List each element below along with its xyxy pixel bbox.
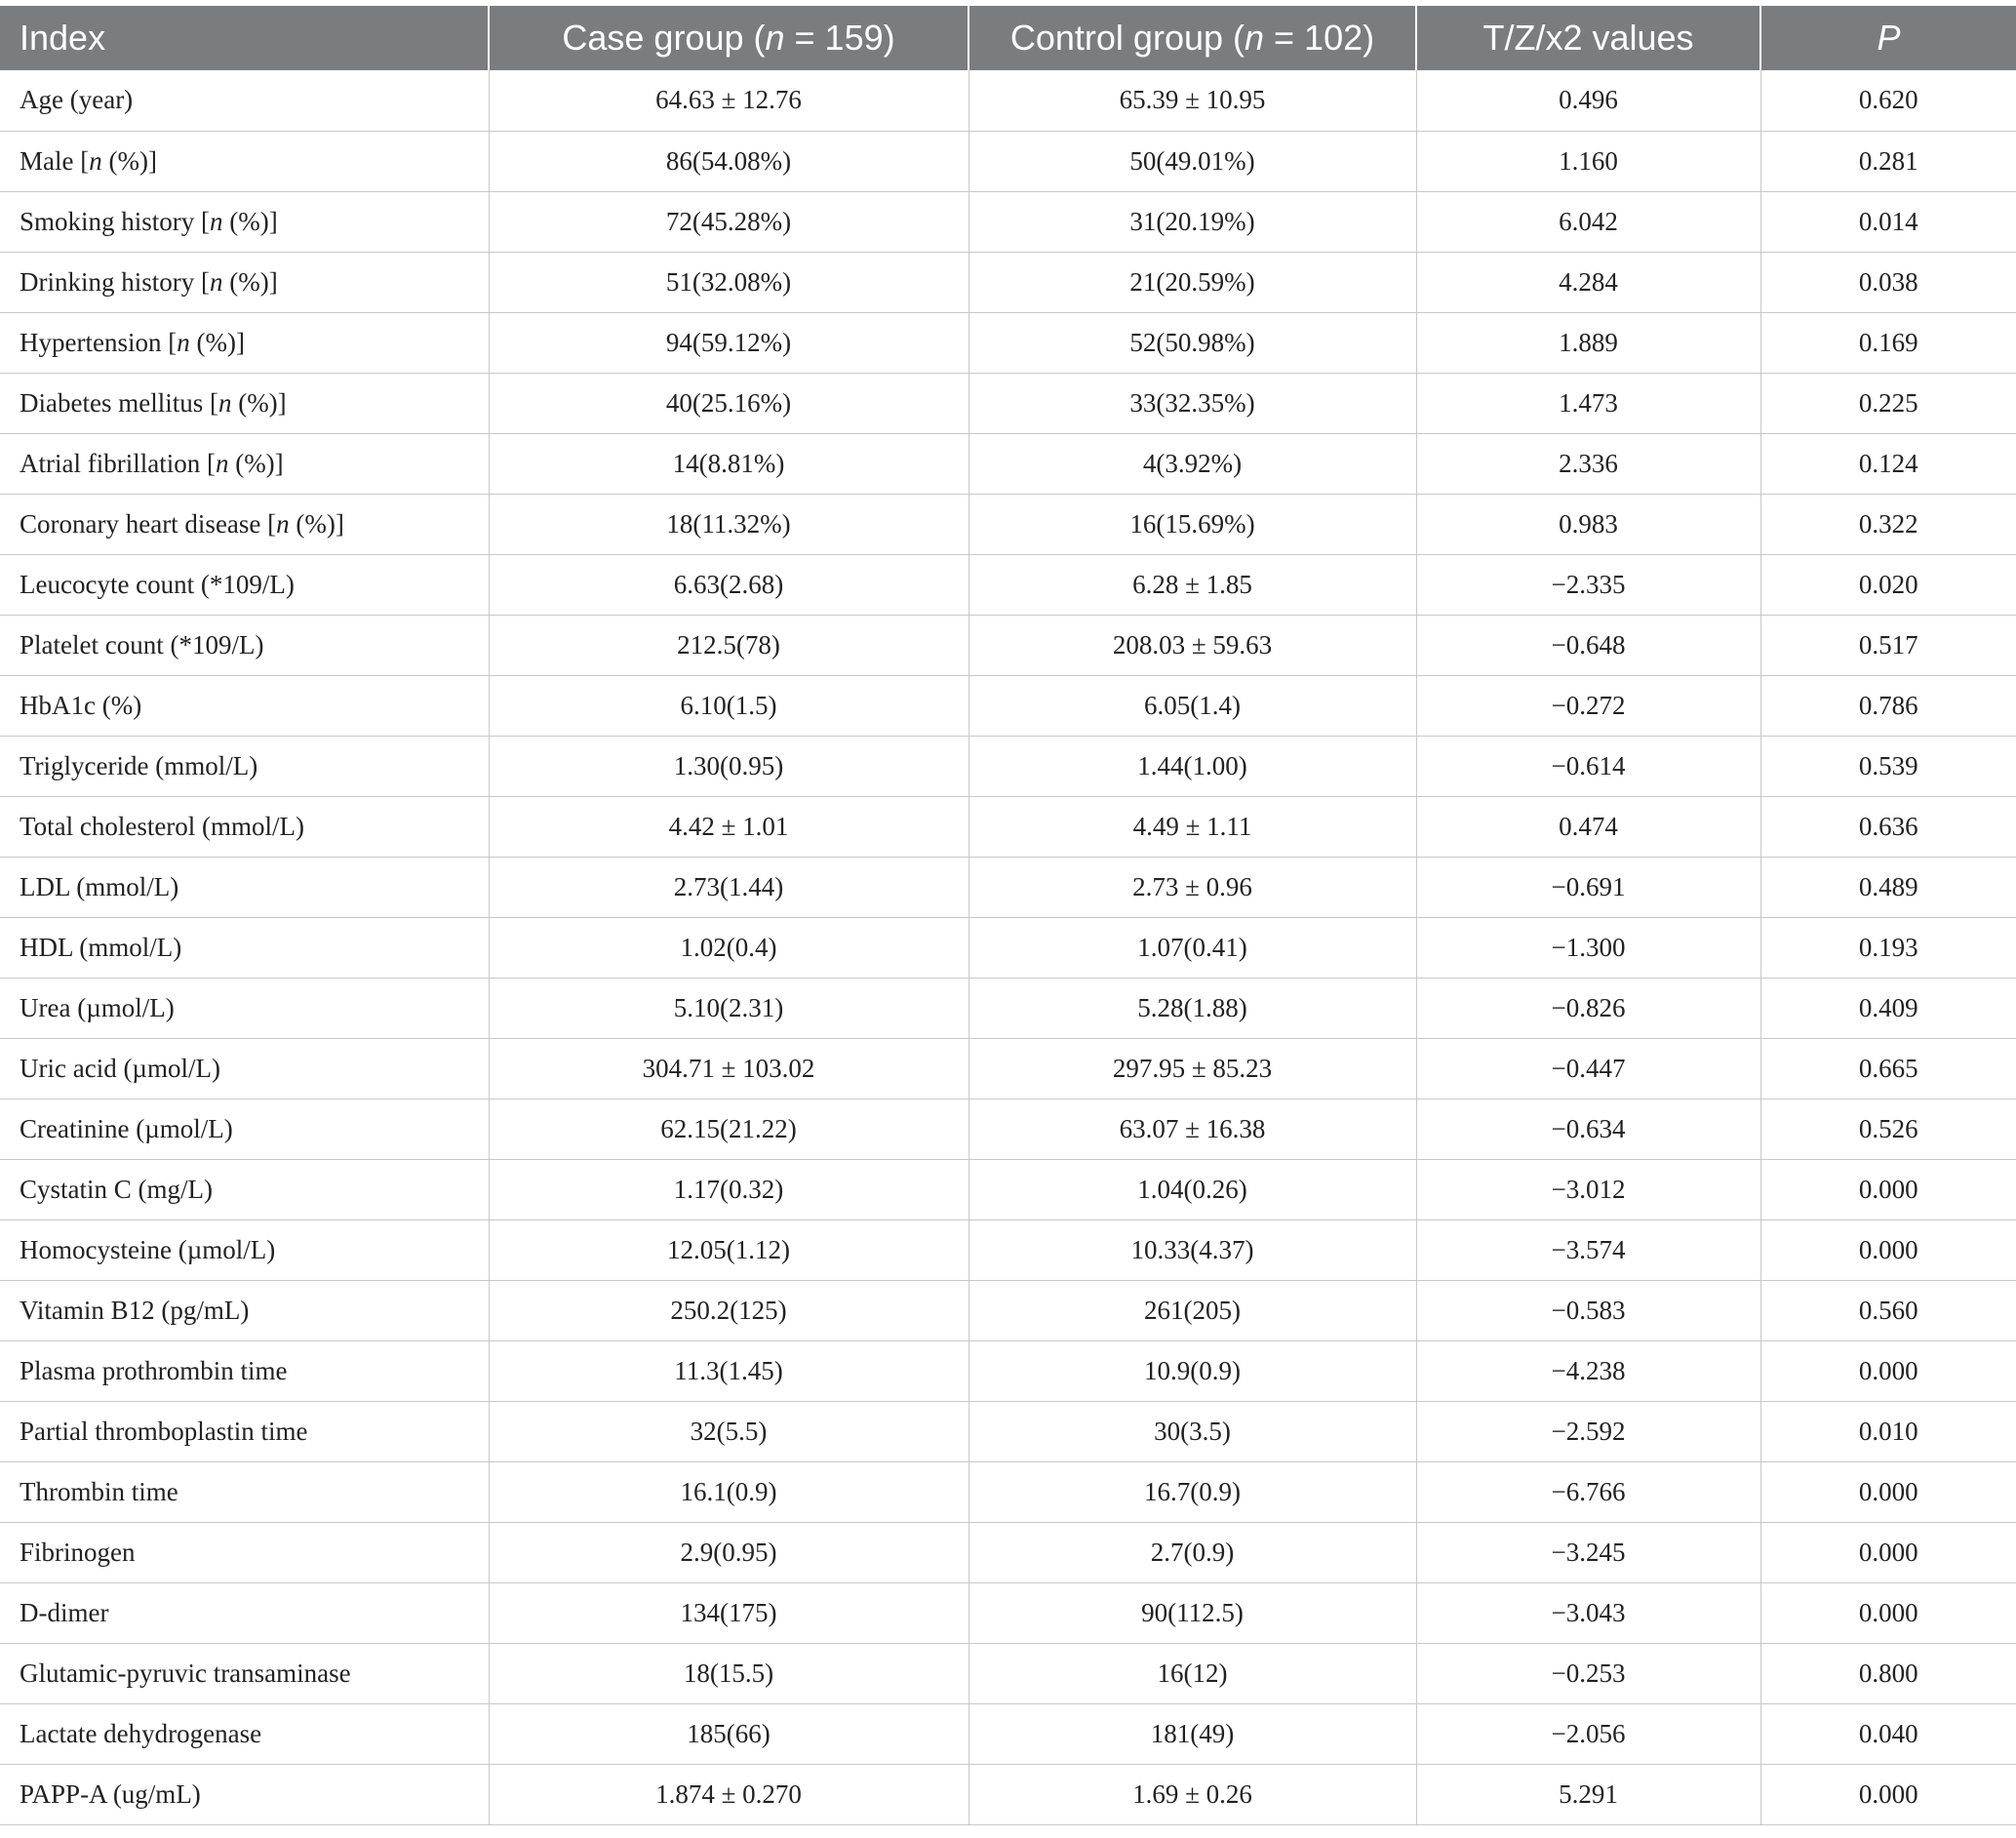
cell-case-group: 1.30(0.95) xyxy=(489,736,968,796)
cell-stat-value: 1.473 xyxy=(1416,373,1760,433)
row-label-text: Platelet count (*109/L) xyxy=(20,629,264,659)
row-label-text: Homocysteine (µmol/L) xyxy=(20,1234,276,1264)
table-row xyxy=(0,191,2016,252)
row-index-label xyxy=(0,1401,489,1461)
cell-p-value: 0.000 xyxy=(1760,1582,2016,1643)
cell-control-group: 63.07 ± 16.38 xyxy=(968,1099,1416,1159)
comparison-table-container xyxy=(0,6,2016,1825)
row-index-label xyxy=(0,1461,489,1522)
row-index-label xyxy=(0,675,489,736)
row-label-text: HDL (mmol/L) xyxy=(20,932,182,962)
row-index-label xyxy=(0,312,489,373)
header-control-suffix: = 102) xyxy=(1264,18,1375,58)
cell-stat-value: −0.583 xyxy=(1416,1280,1760,1340)
table-row xyxy=(0,1159,2016,1219)
row-index-label xyxy=(0,978,489,1038)
row-label-end: (%)] xyxy=(101,145,157,176)
cell-control-group: 90(112.5) xyxy=(968,1582,1416,1643)
row-index-label xyxy=(0,1703,489,1764)
cell-p-value: 0.124 xyxy=(1760,433,2016,494)
row-index-label xyxy=(0,252,489,312)
row-label-end: (%)] xyxy=(228,448,284,478)
cell-case-group: 2.73(1.44) xyxy=(489,857,968,917)
cell-p-value: 0.010 xyxy=(1760,1401,2016,1461)
row-index-label xyxy=(0,70,489,131)
cell-stat-value: 0.474 xyxy=(1416,796,1760,857)
cell-control-group: 1.07(0.41) xyxy=(968,917,1416,978)
row-index-label xyxy=(0,1340,489,1401)
table-row xyxy=(0,1340,2016,1401)
row-label-text: Atrial fibrillation [ xyxy=(20,448,216,478)
cell-stat-value: −0.253 xyxy=(1416,1643,1760,1703)
header-case-group xyxy=(489,6,968,70)
table-row xyxy=(0,554,2016,615)
row-index-label xyxy=(0,131,489,191)
cell-p-value: 0.000 xyxy=(1760,1159,2016,1219)
cell-stat-value: 0.983 xyxy=(1416,494,1760,554)
table-row xyxy=(0,917,2016,978)
cell-p-value: 0.489 xyxy=(1760,857,2016,917)
cell-control-group: 261(205) xyxy=(968,1280,1416,1340)
cell-stat-value: 2.336 xyxy=(1416,433,1760,494)
cell-control-group: 31(20.19%) xyxy=(968,191,1416,252)
table-row xyxy=(0,1219,2016,1280)
table-row xyxy=(0,433,2016,494)
table-row xyxy=(0,494,2016,554)
table-row xyxy=(0,857,2016,917)
cell-control-group: 6.05(1.4) xyxy=(968,675,1416,736)
table-header xyxy=(0,6,2016,70)
cell-p-value: 0.517 xyxy=(1760,615,2016,675)
row-label-n: n xyxy=(276,508,290,539)
cell-control-group: 33(32.35%) xyxy=(968,373,1416,433)
row-label-text: Age (year) xyxy=(20,85,134,115)
cell-p-value: 0.322 xyxy=(1760,494,2016,554)
header-stat-label: T/Z/x2 values xyxy=(1482,18,1694,58)
row-label-text: D-dimer xyxy=(20,1597,109,1627)
table-row xyxy=(0,796,2016,857)
cell-stat-value: −3.574 xyxy=(1416,1219,1760,1280)
cell-case-group: 1.17(0.32) xyxy=(489,1159,968,1219)
cell-p-value: 0.040 xyxy=(1760,1703,2016,1764)
cell-case-group: 11.3(1.45) xyxy=(489,1340,968,1401)
cell-control-group: 208.03 ± 59.63 xyxy=(968,615,1416,675)
cell-p-value: 0.000 xyxy=(1760,1522,2016,1582)
cell-stat-value: 5.291 xyxy=(1416,1764,1760,1824)
cell-case-group: 18(11.32%) xyxy=(489,494,968,554)
row-label-text: HbA1c (%) xyxy=(20,690,142,720)
cell-p-value: 0.000 xyxy=(1760,1219,2016,1280)
header-control-group xyxy=(968,6,1416,70)
cell-stat-value: −2.056 xyxy=(1416,1703,1760,1764)
cell-case-group: 212.5(78) xyxy=(489,615,968,675)
cell-case-group: 6.10(1.5) xyxy=(489,675,968,736)
cell-case-group: 5.10(2.31) xyxy=(489,978,968,1038)
row-label-text: Male [ xyxy=(20,145,90,176)
cell-case-group: 2.9(0.95) xyxy=(489,1522,968,1582)
row-index-label xyxy=(0,1522,489,1582)
cell-case-group: 18(15.5) xyxy=(489,1643,968,1703)
row-index-label xyxy=(0,736,489,796)
cell-control-group: 52(50.98%) xyxy=(968,312,1416,373)
comparison-table xyxy=(0,6,2016,1825)
cell-control-group: 16(15.69%) xyxy=(968,494,1416,554)
table-row xyxy=(0,675,2016,736)
cell-control-group: 5.28(1.88) xyxy=(968,978,1416,1038)
cell-p-value: 0.620 xyxy=(1760,70,2016,131)
header-row xyxy=(0,6,2016,70)
table-row xyxy=(0,1522,2016,1582)
cell-control-group: 1.69 ± 0.26 xyxy=(968,1764,1416,1824)
cell-p-value: 0.526 xyxy=(1760,1099,2016,1159)
row-label-text: Partial thromboplastin time xyxy=(20,1416,308,1446)
cell-case-group: 14(8.81%) xyxy=(489,433,968,494)
cell-control-group: 16.7(0.9) xyxy=(968,1461,1416,1522)
row-index-label xyxy=(0,373,489,433)
table-row xyxy=(0,978,2016,1038)
cell-p-value: 0.038 xyxy=(1760,252,2016,312)
table-row xyxy=(0,252,2016,312)
cell-p-value: 0.225 xyxy=(1760,373,2016,433)
row-label-text: Drinking history [ xyxy=(20,266,210,297)
cell-control-group: 30(3.5) xyxy=(968,1401,1416,1461)
table-row xyxy=(0,1099,2016,1159)
cell-control-group: 6.28 ± 1.85 xyxy=(968,554,1416,615)
row-label-n: n xyxy=(210,266,223,297)
cell-case-group: 94(59.12%) xyxy=(489,312,968,373)
row-index-label xyxy=(0,191,489,252)
cell-control-group: 1.44(1.00) xyxy=(968,736,1416,796)
row-label-text: LDL (mmol/L) xyxy=(20,871,179,901)
cell-p-value: 0.193 xyxy=(1760,917,2016,978)
header-p-value xyxy=(1760,6,2016,70)
cell-control-group: 50(49.01%) xyxy=(968,131,1416,191)
cell-control-group: 21(20.59%) xyxy=(968,252,1416,312)
table-row xyxy=(0,312,2016,373)
cell-stat-value: 0.496 xyxy=(1416,70,1760,131)
cell-stat-value: 4.284 xyxy=(1416,252,1760,312)
cell-control-group: 65.39 ± 10.95 xyxy=(968,70,1416,131)
table-row xyxy=(0,736,2016,796)
table-row xyxy=(0,1643,2016,1703)
row-label-text: Fibrinogen xyxy=(20,1537,136,1567)
header-stat-values xyxy=(1416,6,1760,70)
cell-stat-value: −3.012 xyxy=(1416,1159,1760,1219)
cell-case-group: 250.2(125) xyxy=(489,1280,968,1340)
row-index-label xyxy=(0,1159,489,1219)
cell-case-group: 64.63 ± 12.76 xyxy=(489,70,968,131)
cell-case-group: 12.05(1.12) xyxy=(489,1219,968,1280)
cell-stat-value: −0.272 xyxy=(1416,675,1760,736)
cell-control-group: 2.73 ± 0.96 xyxy=(968,857,1416,917)
row-index-label xyxy=(0,554,489,615)
header-control-n: n xyxy=(1245,18,1265,58)
row-index-label xyxy=(0,433,489,494)
row-label-text: PAPP-A (ug/mL) xyxy=(20,1778,201,1809)
table-row xyxy=(0,615,2016,675)
cell-p-value: 0.665 xyxy=(1760,1038,2016,1099)
cell-stat-value: −0.447 xyxy=(1416,1038,1760,1099)
header-case-n: n xyxy=(765,18,785,58)
header-control-prefix: Control group ( xyxy=(1009,18,1245,58)
cell-control-group: 1.04(0.26) xyxy=(968,1159,1416,1219)
row-label-n: n xyxy=(217,387,232,418)
table-row xyxy=(0,1764,2016,1824)
row-label-text: Leucocyte count (*109/L) xyxy=(20,569,295,599)
row-label-n: n xyxy=(210,206,223,236)
row-index-label xyxy=(0,494,489,554)
header-index-label: Index xyxy=(20,18,106,58)
header-p-label: P xyxy=(1877,18,1901,58)
cell-p-value: 0.281 xyxy=(1760,131,2016,191)
cell-control-group: 10.33(4.37) xyxy=(968,1219,1416,1280)
cell-p-value: 0.169 xyxy=(1760,312,2016,373)
cell-case-group: 1.02(0.4) xyxy=(489,917,968,978)
row-label-text: Triglyceride (mmol/L) xyxy=(20,750,258,780)
cell-p-value: 0.636 xyxy=(1760,796,2016,857)
row-label-end: (%)] xyxy=(222,206,278,236)
row-index-label xyxy=(0,1038,489,1099)
cell-control-group: 4.49 ± 1.11 xyxy=(968,796,1416,857)
cell-stat-value: −0.826 xyxy=(1416,978,1760,1038)
table-row xyxy=(0,1703,2016,1764)
cell-case-group: 185(66) xyxy=(489,1703,968,1764)
cell-case-group: 32(5.5) xyxy=(489,1401,968,1461)
row-label-text: Uric acid (µmol/L) xyxy=(20,1053,220,1083)
cell-p-value: 0.539 xyxy=(1760,736,2016,796)
header-index xyxy=(0,6,489,70)
cell-case-group: 134(175) xyxy=(489,1582,968,1643)
row-index-label xyxy=(0,1099,489,1159)
cell-case-group: 16.1(0.9) xyxy=(489,1461,968,1522)
cell-p-value: 0.020 xyxy=(1760,554,2016,615)
row-index-label xyxy=(0,1643,489,1703)
row-label-text: Coronary heart disease [ xyxy=(20,508,277,539)
cell-stat-value: 1.160 xyxy=(1416,131,1760,191)
cell-stat-value: −1.300 xyxy=(1416,917,1760,978)
row-label-text: Lactate dehydrogenase xyxy=(20,1718,262,1748)
cell-stat-value: −0.648 xyxy=(1416,615,1760,675)
table-row xyxy=(0,70,2016,131)
cell-case-group: 6.63(2.68) xyxy=(489,554,968,615)
cell-p-value: 0.000 xyxy=(1760,1764,2016,1824)
row-index-label xyxy=(0,1219,489,1280)
cell-stat-value: −2.335 xyxy=(1416,554,1760,615)
cell-stat-value: 6.042 xyxy=(1416,191,1760,252)
cell-stat-value: −3.043 xyxy=(1416,1582,1760,1643)
cell-case-group: 4.42 ± 1.01 xyxy=(489,796,968,857)
cell-control-group: 4(3.92%) xyxy=(968,433,1416,494)
cell-case-group: 51(32.08%) xyxy=(489,252,968,312)
cell-case-group: 72(45.28%) xyxy=(489,191,968,252)
cell-case-group: 40(25.16%) xyxy=(489,373,968,433)
cell-control-group: 10.9(0.9) xyxy=(968,1340,1416,1401)
table-row xyxy=(0,1401,2016,1461)
row-label-end: (%)] xyxy=(289,508,344,539)
cell-p-value: 0.560 xyxy=(1760,1280,2016,1340)
cell-p-value: 0.000 xyxy=(1760,1461,2016,1522)
cell-case-group: 62.15(21.22) xyxy=(489,1099,968,1159)
table-row xyxy=(0,1038,2016,1099)
row-label-text: Glutamic-pyruvic transaminase xyxy=(20,1658,351,1688)
table-row xyxy=(0,1582,2016,1643)
cell-stat-value: 1.889 xyxy=(1416,312,1760,373)
row-label-text: Thrombin time xyxy=(20,1476,178,1506)
table-body xyxy=(0,70,2016,1824)
cell-stat-value: −4.238 xyxy=(1416,1340,1760,1401)
row-index-label xyxy=(0,857,489,917)
cell-control-group: 16(12) xyxy=(968,1643,1416,1703)
row-label-text: Total cholesterol (mmol/L) xyxy=(20,811,305,841)
cell-stat-value: −0.614 xyxy=(1416,736,1760,796)
row-label-text: Vitamin B12 (pg/mL) xyxy=(20,1295,250,1325)
row-index-label xyxy=(0,796,489,857)
row-index-label xyxy=(0,917,489,978)
cell-stat-value: −0.691 xyxy=(1416,857,1760,917)
row-label-text: Cystatin C (mg/L) xyxy=(20,1174,213,1204)
cell-p-value: 0.786 xyxy=(1760,675,2016,736)
cell-control-group: 297.95 ± 85.23 xyxy=(968,1038,1416,1099)
cell-case-group: 304.71 ± 103.02 xyxy=(489,1038,968,1099)
row-label-text: Plasma prothrombin time xyxy=(20,1355,288,1385)
row-label-text: Urea (µmol/L) xyxy=(20,992,175,1022)
table-row xyxy=(0,131,2016,191)
row-label-text: Hypertension [ xyxy=(20,327,178,357)
header-case-prefix: Case group ( xyxy=(562,18,766,58)
cell-case-group: 1.874 ± 0.270 xyxy=(489,1764,968,1824)
row-index-label xyxy=(0,1582,489,1643)
cell-p-value: 0.409 xyxy=(1760,978,2016,1038)
cell-p-value: 0.014 xyxy=(1760,191,2016,252)
table-row xyxy=(0,1461,2016,1522)
row-label-n: n xyxy=(89,145,102,176)
cell-stat-value: −3.245 xyxy=(1416,1522,1760,1582)
cell-control-group: 2.7(0.9) xyxy=(968,1522,1416,1582)
row-label-text: Creatinine (µmol/L) xyxy=(20,1113,233,1143)
cell-stat-value: −6.766 xyxy=(1416,1461,1760,1522)
cell-case-group: 86(54.08%) xyxy=(489,131,968,191)
row-label-n: n xyxy=(215,448,229,478)
row-index-label xyxy=(0,1280,489,1340)
row-index-label xyxy=(0,1764,489,1824)
row-label-n: n xyxy=(177,327,190,357)
cell-stat-value: −2.592 xyxy=(1416,1401,1760,1461)
row-label-text: Diabetes mellitus [ xyxy=(20,387,218,418)
table-row xyxy=(0,373,2016,433)
cell-p-value: 0.000 xyxy=(1760,1340,2016,1401)
row-label-end: (%)] xyxy=(231,387,287,418)
row-label-end: (%)] xyxy=(189,327,245,357)
row-index-label xyxy=(0,615,489,675)
cell-stat-value: −0.634 xyxy=(1416,1099,1760,1159)
cell-p-value: 0.800 xyxy=(1760,1643,2016,1703)
table-row xyxy=(0,1280,2016,1340)
cell-control-group: 181(49) xyxy=(968,1703,1416,1764)
row-label-end: (%)] xyxy=(222,266,278,297)
header-case-suffix: = 159) xyxy=(784,18,895,58)
row-label-text: Smoking history [ xyxy=(20,206,211,236)
